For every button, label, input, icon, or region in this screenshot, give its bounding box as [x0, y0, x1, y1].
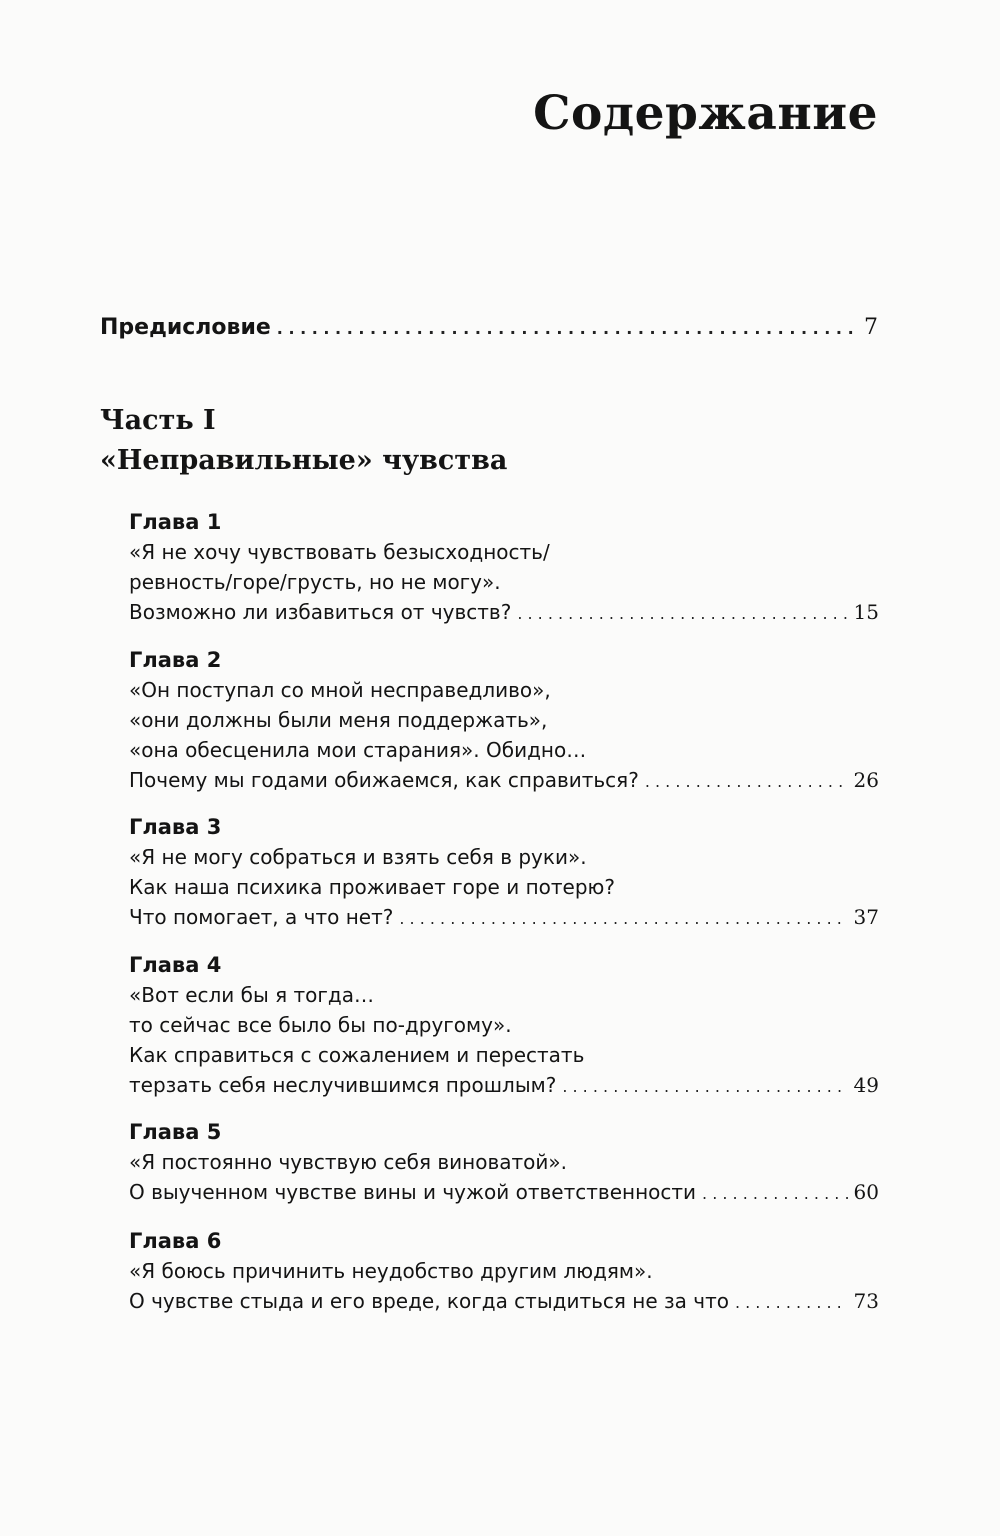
chapter-subtitle-line: «Вот если бы я тогда… — [129, 983, 374, 1007]
toc-entry-chapter-6 — [129, 1226, 879, 1316]
chapter-subtitle-line: «Он поступал со мной несправедливо», — [129, 678, 551, 702]
chapter-subtitle-line: ревность/горе/грусть, но не могу». — [129, 570, 501, 594]
toc-entry-chapter-5 — [129, 1117, 879, 1207]
part-number: Часть I — [100, 405, 216, 436]
chapter-heading: Глава 4 — [129, 953, 222, 977]
chapter-subtitle-line: «Я постоянно чувствую себя виноватой». — [129, 1150, 568, 1174]
chapter-last-line — [129, 1177, 879, 1207]
chapter-page-number: 60 — [853, 1180, 879, 1204]
dot-leader — [702, 1179, 848, 1209]
chapter-subtitle-line: «Я не хочу чувствовать безысходность/ — [129, 540, 550, 564]
chapter-subtitle-line: Как наша психика проживает горе и потерю? — [129, 875, 615, 899]
chapter-page-number: 49 — [853, 1073, 879, 1097]
page-title: Содержание — [533, 86, 878, 141]
chapter-last-line — [129, 902, 879, 932]
chapter-last-line — [129, 1286, 879, 1316]
chapter-subtitle-line: Что помогает, а что нет? — [129, 905, 394, 929]
chapter-page-number: 15 — [853, 600, 879, 624]
chapter-subtitle-line: «они должны были меня поддержать», — [129, 708, 548, 732]
dot-leader — [645, 767, 848, 797]
part-title: «Неправильные» чувства — [100, 445, 508, 476]
chapter-page-number: 73 — [853, 1289, 879, 1313]
toc-entry-preface — [100, 315, 878, 340]
toc-entry-chapter-2 — [129, 645, 879, 795]
toc-entry-chapter-3 — [129, 812, 879, 932]
chapter-heading: Глава 1 — [129, 510, 222, 534]
chapter-subtitle-line: Как справиться с сожалением и перестать — [129, 1043, 585, 1067]
dot-leader — [562, 1072, 847, 1102]
chapter-subtitle-line: «она обесценила мои старания». Обидно… — [129, 738, 587, 762]
chapter-subtitle-line: О чувстве стыда и его вреде, когда стыдиться не за что — [129, 1289, 729, 1313]
chapter-page-number: 26 — [853, 768, 879, 792]
dot-leader — [277, 319, 858, 338]
chapter-heading: Глава 5 — [129, 1120, 222, 1144]
chapter-subtitle-line: терзать себя неслучившимся прошлым? — [129, 1073, 557, 1097]
dot-leader — [399, 904, 847, 934]
preface-page-number: 7 — [864, 315, 878, 340]
toc-entry-chapter-1 — [129, 507, 879, 627]
chapter-subtitle-line: то сейчас все было бы по-другому». — [129, 1013, 512, 1037]
chapter-last-line — [129, 765, 879, 795]
chapter-subtitle-line: Почему мы годами обижаемся, как справиться? — [129, 768, 639, 792]
dot-leader — [735, 1288, 848, 1318]
preface-label: Предисловие — [100, 315, 271, 340]
toc-entry-chapter-4 — [129, 950, 879, 1100]
dot-leader — [517, 599, 847, 629]
chapter-subtitle-line: Возможно ли избавиться от чувств? — [129, 600, 512, 624]
chapter-last-line — [129, 1070, 879, 1100]
chapter-subtitle-line: «Я боюсь причинить неудобство другим людям». — [129, 1259, 653, 1283]
chapter-heading: Глава 3 — [129, 815, 222, 839]
chapter-subtitle-line: О выученном чувстве вины и чужой ответственности — [129, 1180, 697, 1204]
chapter-heading: Глава 2 — [129, 648, 222, 672]
chapter-last-line — [129, 597, 879, 627]
chapter-subtitle-line: «Я не могу собраться и взять себя в руки». — [129, 845, 587, 869]
chapter-heading: Глава 6 — [129, 1229, 222, 1253]
chapter-page-number: 37 — [853, 905, 879, 929]
